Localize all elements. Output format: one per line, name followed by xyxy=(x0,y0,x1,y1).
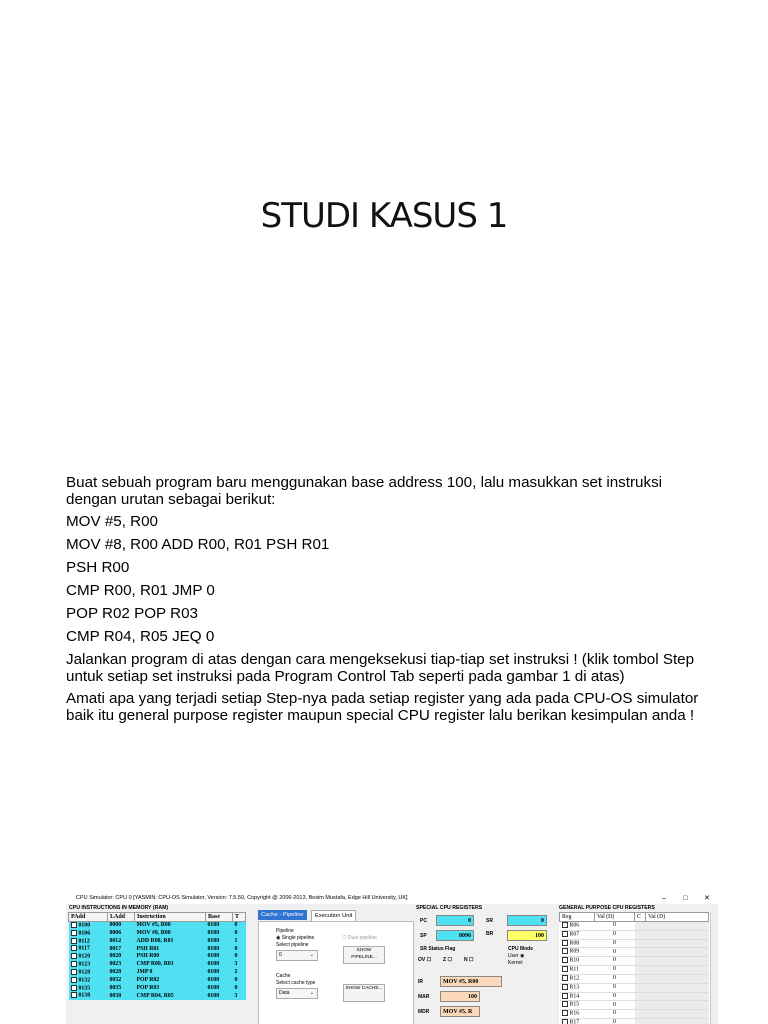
col-header: T xyxy=(233,913,246,922)
breakpoint-checkbox[interactable] xyxy=(71,961,77,967)
instr-cell: JMP 0 xyxy=(135,969,206,977)
instruction-row[interactable] xyxy=(69,992,246,1000)
gpr-col-header: Val (D) xyxy=(595,913,635,922)
pipeline-select[interactable] xyxy=(276,950,318,961)
gpr-empty-cell xyxy=(635,922,646,931)
slide-body xyxy=(66,474,716,729)
instr-cell: 0006 xyxy=(108,930,135,938)
col-header: Instruction xyxy=(135,913,206,922)
gpr-scrollbar[interactable] xyxy=(710,912,718,1024)
gpr-row[interactable] xyxy=(560,948,709,957)
instruction-row[interactable] xyxy=(69,945,246,953)
breakpoint-checkbox[interactable] xyxy=(71,992,77,998)
gpr-empty-cell xyxy=(646,1019,709,1024)
tab-cache-pipeline[interactable]: Cache - Pipeline xyxy=(258,910,307,920)
ir-label: IR xyxy=(418,979,423,985)
intro-paragraph: Buat sebuah program baru menggunakan base address 100, lalu masukkan set instruksi dengan urutan sebagai berikut: xyxy=(66,474,663,508)
instructions-table-wrap xyxy=(68,912,246,1024)
instr-cell: 0032 xyxy=(108,977,135,985)
sp-label: SP xyxy=(420,933,427,939)
ir-value: MOV #5, R00 xyxy=(440,976,502,987)
instr-cell: POP R03 xyxy=(135,985,206,993)
instruction-row[interactable] xyxy=(69,969,246,977)
instr-cell: 3 xyxy=(233,961,246,969)
breakpoint-checkbox[interactable] xyxy=(71,977,77,983)
instr-cell: PSH R00 xyxy=(135,953,206,961)
instr-cell: POP R02 xyxy=(135,977,206,985)
instr-cell: 0012 xyxy=(108,938,135,946)
gpr-reg-name: R08 xyxy=(569,939,580,946)
col-header: Base xyxy=(206,913,233,922)
instr-padd: 0132 xyxy=(78,977,91,984)
gpr-empty-cell xyxy=(646,922,709,931)
instr-padd: 0120 xyxy=(78,953,91,960)
code-line: CMP R04, R05 JEQ 0 xyxy=(66,628,215,645)
instr-cell: 0038 xyxy=(108,992,135,1000)
sr-value: 0 xyxy=(507,915,547,926)
breakpoint-checkbox[interactable] xyxy=(71,930,77,936)
show-cache-button[interactable]: SHOW CACHE... xyxy=(343,984,385,1002)
gpr-val-cell: 0 xyxy=(595,939,635,948)
gpr-empty-cell xyxy=(635,966,646,975)
register-checkbox[interactable] xyxy=(562,922,568,928)
gpr-row[interactable] xyxy=(560,966,709,975)
register-checkbox[interactable] xyxy=(562,1001,568,1007)
gpr-val-cell: 0 xyxy=(595,922,635,931)
sp-value: 8096 xyxy=(436,930,474,941)
gpr-val-cell: 0 xyxy=(595,992,635,1001)
gpr-empty-cell xyxy=(646,1001,709,1010)
gpr-row[interactable] xyxy=(560,939,709,948)
dual-pipeline-checkbox[interactable]: ☐ Dual pipeline xyxy=(342,935,377,941)
mdr-value: MOV #5, R xyxy=(440,1006,480,1017)
cache-label: Cache xyxy=(276,973,291,979)
single-pipeline-label: Single pipeline xyxy=(281,935,315,941)
gpr-row[interactable] xyxy=(560,957,709,966)
instr-cell: 0100 xyxy=(206,953,233,961)
instruction-row[interactable] xyxy=(69,930,246,938)
gpr-table-wrap xyxy=(559,912,718,1024)
gpr-row[interactable] xyxy=(560,974,709,983)
instr-cell: 0100 xyxy=(206,985,233,993)
flag-ov[interactable]: OV ☐ xyxy=(418,957,432,963)
instr-padd-cell xyxy=(69,922,108,930)
register-checkbox[interactable] xyxy=(562,948,568,954)
instr-cell: 0 xyxy=(233,953,246,961)
instr-cell: 0028 xyxy=(108,969,135,977)
instr-padd: 0123 xyxy=(78,961,91,968)
instr-cell: 0 xyxy=(233,977,246,985)
chevron-down-icon: ⌄ xyxy=(309,990,314,996)
instr-padd: 0117 xyxy=(78,945,90,952)
gpr-empty-cell xyxy=(635,1010,646,1019)
special-header: SPECIAL CPU REGISTERS xyxy=(416,905,483,911)
gpr-val-cell: 0 xyxy=(595,983,635,992)
gpr-reg-cell xyxy=(560,1019,595,1024)
slide-title: STUDI KASUS 1 xyxy=(260,196,508,236)
instruction-row[interactable] xyxy=(69,938,246,946)
gpr-reg-cell xyxy=(560,1001,595,1010)
gpr-reg-name: R17 xyxy=(569,1019,580,1024)
gpr-reg-name: R13 xyxy=(569,984,580,991)
gpr-reg-name: R15 xyxy=(569,1001,580,1008)
gpr-reg-name: R09 xyxy=(569,948,580,955)
gpr-row[interactable] xyxy=(560,1001,709,1010)
gpr-row[interactable] xyxy=(560,983,709,992)
cpu-mode-label: CPU Mode xyxy=(508,946,533,952)
flag-ov-label: OV xyxy=(418,957,426,963)
pc-value: 0 xyxy=(436,915,474,926)
instr-cell: 1 xyxy=(233,938,246,946)
gpr-reg-cell xyxy=(560,1010,595,1019)
instr-cell: 0000 xyxy=(108,922,135,930)
pipeline-label: Pipeline xyxy=(276,928,294,934)
gpr-empty-cell xyxy=(635,1001,646,1010)
gpr-reg-cell xyxy=(560,939,595,948)
gpr-empty-cell xyxy=(635,939,646,948)
gpr-row[interactable] xyxy=(560,922,709,931)
instr-cell: MOV #8, R00 xyxy=(135,930,206,938)
instructions-table xyxy=(68,912,246,1000)
instruction-row[interactable] xyxy=(69,961,246,969)
flag-n-label: N xyxy=(464,957,468,963)
register-checkbox[interactable] xyxy=(562,966,568,972)
simulator-window-title: CPU Simulator: CPU 0 [YASMIN: CPU-OS Simulator, Version: 7.5.50, Copyright @ 2006-2013, Besim Mustafa, Edge Hill University, UK] xyxy=(76,895,408,901)
minimize-icon[interactable]: – xyxy=(662,895,666,902)
gpr-empty-cell xyxy=(635,974,646,983)
instruction-row[interactable] xyxy=(69,985,246,993)
flag-z-label: Z xyxy=(443,957,447,963)
cache-select[interactable] xyxy=(276,988,318,999)
gpr-row[interactable] xyxy=(560,1010,709,1019)
gpr-empty-cell xyxy=(635,957,646,966)
gpr-val-cell: 0 xyxy=(595,1019,635,1024)
instr-padd-cell xyxy=(69,969,108,977)
instr-cell: MOV #5, R00 xyxy=(135,922,206,930)
cache-select-value: Data xyxy=(279,990,290,996)
instr-padd: 0128 xyxy=(78,969,91,976)
gpr-val-cell: 0 xyxy=(595,957,635,966)
instr-padd: 0135 xyxy=(78,984,91,991)
flag-n[interactable]: N ☐ xyxy=(464,957,474,963)
chevron-down-icon: ⌄ xyxy=(309,952,314,958)
register-checkbox[interactable] xyxy=(562,957,568,963)
gpr-reg-name: R10 xyxy=(569,957,580,964)
instr-padd-cell xyxy=(69,985,108,993)
instr-cell: 0023 xyxy=(108,961,135,969)
gpr-empty-cell xyxy=(646,983,709,992)
gpr-reg-name: R11 xyxy=(569,966,579,973)
gpr-row[interactable] xyxy=(560,930,709,939)
gpr-empty-cell xyxy=(646,930,709,939)
gpr-val-cell: 0 xyxy=(595,974,635,983)
instruction-row[interactable] xyxy=(69,953,246,961)
code-line: CMP R00, R01 JMP 0 xyxy=(66,582,215,599)
run-instructions-paragraph: Jalankan program di atas dengan cara mengeksekusi tiap-tiap set instruksi ! (klik tombol Step untuk setiap set instruksi pada Program Control Tab seperti pada gambar 1 di atas) xyxy=(66,651,695,685)
instr-cell: 0 xyxy=(233,930,246,938)
gpr-val-cell: 0 xyxy=(595,1010,635,1019)
maximize-icon[interactable]: □ xyxy=(683,895,688,902)
instr-cell: 0100 xyxy=(206,930,233,938)
register-checkbox[interactable] xyxy=(562,931,568,937)
gpr-empty-cell xyxy=(635,992,646,1001)
gpr-empty-cell xyxy=(635,983,646,992)
instruction-row[interactable] xyxy=(69,977,246,985)
instr-padd-cell xyxy=(69,930,108,938)
instr-cell: 0100 xyxy=(206,992,233,1000)
code-line: POP R02 POP R03 xyxy=(66,605,198,622)
gpr-reg-name: R07 xyxy=(569,931,580,938)
instr-padd-cell xyxy=(69,938,108,946)
mar-label: MAR xyxy=(418,994,430,1000)
gpr-empty-cell xyxy=(646,992,709,1001)
instr-cell: ADD R00, R01 xyxy=(135,938,206,946)
gpr-val-cell: 0 xyxy=(595,930,635,939)
gpr-empty-cell xyxy=(635,948,646,957)
instr-cell: 0017 xyxy=(108,945,135,953)
code-line: MOV #8, R00 ADD R00, R01 PSH R01 xyxy=(66,536,330,553)
instr-cell: 0 xyxy=(233,945,246,953)
col-header: LAdd xyxy=(108,913,135,922)
breakpoint-checkbox[interactable] xyxy=(71,922,77,928)
gpr-reg-cell xyxy=(560,983,595,992)
register-checkbox[interactable] xyxy=(562,940,568,946)
gpr-col-header: Val (D) xyxy=(646,913,709,922)
instr-cell: 0100 xyxy=(206,969,233,977)
gpr-val-cell: 0 xyxy=(595,948,635,957)
br-value: 100 xyxy=(507,930,547,941)
gpr-reg-name: R12 xyxy=(569,975,580,982)
register-checkbox[interactable] xyxy=(562,1010,568,1016)
code-line: PSH R00 xyxy=(66,559,130,576)
instr-cell: CMP R04, R05 xyxy=(135,992,206,1000)
gpr-reg-name: R06 xyxy=(569,922,580,929)
instr-padd: 0138 xyxy=(78,992,91,999)
instr-cell: 0 xyxy=(233,985,246,993)
gpr-reg-cell xyxy=(560,948,595,957)
gpr-empty-cell xyxy=(646,1010,709,1019)
instr-padd: 0106 xyxy=(78,930,91,937)
select-pipeline-label: Select pipeline xyxy=(276,942,309,948)
cpu-mode-kernel[interactable]: Kernel xyxy=(508,960,523,966)
gpr-empty-cell xyxy=(646,939,709,948)
gpr-val-cell: 0 xyxy=(595,1001,635,1010)
tab-execution-unit[interactable]: Execution Unit xyxy=(311,910,356,922)
register-checkbox[interactable] xyxy=(562,1019,568,1024)
br-label: BR xyxy=(486,931,494,937)
sr-flags-label: SR Status Flag xyxy=(420,946,456,952)
gpr-val-cell: 0 xyxy=(595,966,635,975)
instr-cell: 0100 xyxy=(206,961,233,969)
gpr-empty-cell xyxy=(646,974,709,983)
register-checkbox[interactable] xyxy=(562,993,568,999)
code-line: MOV #5, R00 xyxy=(66,513,159,530)
breakpoint-checkbox[interactable] xyxy=(71,985,77,991)
gpr-reg-cell xyxy=(560,966,595,975)
instr-cell: 3 xyxy=(233,992,246,1000)
gpr-col-header: C xyxy=(635,913,646,922)
gpr-reg-name: R16 xyxy=(569,1010,580,1017)
instr-cell: 2 xyxy=(233,969,246,977)
gpr-empty-cell xyxy=(635,1019,646,1024)
instr-cell: 0100 xyxy=(206,977,233,985)
instr-padd-cell xyxy=(69,977,108,985)
show-pipeline-button[interactable]: SHOW PIPELINE... xyxy=(343,946,385,964)
mdr-label: MDR xyxy=(418,1009,430,1015)
gpr-row[interactable] xyxy=(560,1019,709,1024)
instr-cell: 0035 xyxy=(108,985,135,993)
instr-padd-cell xyxy=(69,961,108,969)
flag-z[interactable]: Z ☐ xyxy=(443,957,452,963)
instr-cell: PSH R01 xyxy=(135,945,206,953)
instructions-header: CPU INSTRUCTIONS IN MEMORY (RAM) xyxy=(69,905,169,911)
instr-cell: 0100 xyxy=(206,945,233,953)
pc-label: PC xyxy=(420,918,427,924)
instr-cell: 0100 xyxy=(206,938,233,946)
register-checkbox[interactable] xyxy=(562,975,568,981)
sr-label: SR xyxy=(486,918,493,924)
register-checkbox[interactable] xyxy=(562,984,568,990)
simulator-titlebar xyxy=(66,893,718,904)
gpr-empty-cell xyxy=(646,966,709,975)
mar-value: 100 xyxy=(440,991,480,1002)
instr-padd-cell xyxy=(69,992,108,1000)
gpr-reg-cell xyxy=(560,957,595,966)
gpr-header: GENERAL PURPOSE CPU REGISTERS xyxy=(559,905,655,911)
instr-cell: 0020 xyxy=(108,953,135,961)
gpr-table xyxy=(559,912,709,1024)
cpu-mode-user[interactable]: User ◉ xyxy=(508,953,525,959)
gpr-col-header: Reg xyxy=(560,913,595,922)
gpr-empty-cell xyxy=(635,930,646,939)
instr-padd: 0100 xyxy=(78,922,91,929)
cpu-mode-user-label: User xyxy=(508,953,519,959)
simulator-screenshot xyxy=(66,893,718,1024)
gpr-reg-cell xyxy=(560,992,595,1001)
pipeline-select-value: 0 xyxy=(279,952,282,958)
gpr-empty-cell xyxy=(646,957,709,966)
breakpoint-checkbox[interactable] xyxy=(71,945,77,951)
gpr-row[interactable] xyxy=(560,992,709,1001)
instr-padd-cell xyxy=(69,953,108,961)
dual-pipeline-label: Dual pipeline xyxy=(347,935,377,941)
instruction-row[interactable] xyxy=(69,922,246,930)
gpr-reg-cell xyxy=(560,930,595,939)
observe-paragraph: Amati apa yang terjadi setiap Step-nya pada setiap register yang ada pada CPU-OS simulator baik itu general purpose register maupun special CPU register lalu berikan kesimpulan anda ! xyxy=(66,690,699,724)
col-header: PAdd xyxy=(69,913,108,922)
gpr-reg-cell xyxy=(560,922,595,931)
instr-cell: 0100 xyxy=(206,922,233,930)
instr-cell: 0 xyxy=(233,922,246,930)
close-icon[interactable]: ✕ xyxy=(704,895,710,902)
single-pipeline-radio[interactable]: ◉ Single pipeline xyxy=(276,935,315,941)
gpr-reg-name: R14 xyxy=(569,992,580,999)
gpr-reg-cell xyxy=(560,974,595,983)
instr-cell: CMP R00, R01 xyxy=(135,961,206,969)
instr-padd-cell xyxy=(69,945,108,953)
instr-padd: 0112 xyxy=(78,937,90,944)
breakpoint-checkbox[interactable] xyxy=(71,938,77,944)
select-cache-label: Select cache type xyxy=(276,980,316,986)
breakpoint-checkbox[interactable] xyxy=(71,969,77,975)
breakpoint-checkbox[interactable] xyxy=(71,953,77,959)
cache-pipeline-panel xyxy=(258,921,414,1024)
gpr-empty-cell xyxy=(646,948,709,957)
